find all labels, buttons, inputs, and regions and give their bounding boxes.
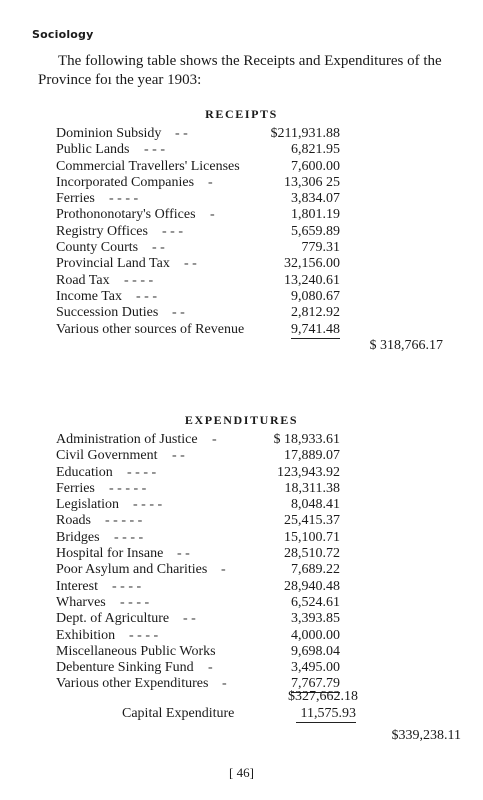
expenditures-row-amount: 123,943.92 <box>277 464 340 480</box>
intro-paragraph: The following table shows the Receipts and Expenditures of the Province foı the year 1903: <box>38 53 442 88</box>
receipts-row-label: Public Lands <box>56 142 130 158</box>
receipts-row-amount: 13,306 25 <box>284 174 340 190</box>
expenditures-row-amount: 3,495.00 <box>291 660 340 676</box>
expenditures-row-leader: - - <box>177 546 190 562</box>
receipts-row-label: Succession Duties <box>56 305 159 321</box>
expenditures-row-leader: - <box>222 676 227 692</box>
expenditures-row-label: Legislation <box>56 497 119 513</box>
expenditures-row <box>56 611 396 627</box>
expenditures-row-label: Wharves <box>56 594 106 610</box>
receipts-total: $ 318,766.17 <box>369 338 443 353</box>
receipts-table <box>56 126 396 338</box>
receipts-row <box>56 273 396 289</box>
expenditures-row-leader: - - - - <box>112 578 142 594</box>
receipts-row <box>56 240 396 256</box>
expenditures-row-leader: - - - - <box>127 464 157 480</box>
expenditures-row-leader: - - <box>172 448 185 464</box>
expenditures-row-leader: - <box>208 660 213 676</box>
receipts-row <box>56 142 396 158</box>
expenditures-row-amount: 25,415.37 <box>284 513 340 529</box>
receipts-row-label: Registry Offices <box>56 223 148 239</box>
expenditures-row-label: Exhibition <box>56 627 116 643</box>
expenditures-row <box>56 579 396 595</box>
expenditures-row <box>56 481 396 497</box>
receipts-row-label: Income Tax <box>56 288 123 304</box>
expenditures-row-leader: - - - - <box>133 497 163 513</box>
receipts-row-label: Dominion Subsidy <box>56 126 162 141</box>
expenditures-row-amount: 3,393.85 <box>291 611 340 627</box>
expenditures-row-label: Roads <box>56 513 91 529</box>
expenditures-row-label: Various other Expenditures <box>56 676 209 692</box>
expenditures-row-leader: - - - - <box>129 627 159 643</box>
expenditures-row-amount: 9,698.04 <box>291 643 340 659</box>
receipts-row-label: Incorporated Companies <box>56 174 195 190</box>
receipts-row-amount: 779.31 <box>301 240 340 256</box>
receipts-row-amount: 32,156.00 <box>284 256 340 272</box>
receipts-row-leader: - - - <box>144 142 165 158</box>
receipts-row-leader: - - - <box>136 288 157 304</box>
receipts-row-leader: - - <box>172 305 185 321</box>
expenditures-row-leader: - <box>212 432 217 447</box>
expenditures-total: $339,238.11 <box>391 728 461 743</box>
expenditures-row-amount: 6,524.61 <box>291 594 340 610</box>
expenditures-row-label: Poor Asylum and Charities <box>56 562 208 578</box>
expenditures-row-label: Bridges <box>56 529 100 545</box>
expenditures-row <box>56 562 396 578</box>
receipts-row-label: Provincial Land Tax <box>56 256 170 272</box>
expenditures-row-amount: 17,889.07 <box>284 448 340 464</box>
receipts-row <box>56 289 396 305</box>
expenditures-title: EXPENDITURES <box>184 413 299 427</box>
receipts-row-amount: 9,741.48 <box>291 321 340 337</box>
expenditures-table <box>56 432 396 693</box>
receipts-row-amount: 7,600.00 <box>291 158 340 174</box>
expenditures-row-label: Miscellaneous Public Works <box>56 643 216 659</box>
receipts-row <box>56 322 396 338</box>
receipts-row-amount: $211,931.88 <box>270 126 340 141</box>
receipts-row-amount: 6,821.95 <box>291 142 340 158</box>
expenditures-row-label: Administration of Justice <box>56 432 198 447</box>
expenditures-row-amount: 15,100.71 <box>284 529 340 545</box>
expenditures-row-amount: 8,048.41 <box>291 497 340 513</box>
receipts-row <box>56 224 396 240</box>
expenditures-row-label: Ferries <box>56 480 95 496</box>
expenditures-row <box>56 448 396 464</box>
expenditures-row <box>56 465 396 481</box>
receipts-row-leader: - - - <box>162 223 183 239</box>
receipts-row-amount: 5,659.89 <box>291 223 340 239</box>
receipts-row-label: Road Tax <box>56 272 110 288</box>
expenditures-row-amount: $ 18,933.61 <box>273 432 340 447</box>
expenditures-row-leader: - - - - - <box>109 480 147 496</box>
expenditures-subtotal: $327,662.18 <box>288 689 358 704</box>
running-head: Sociology <box>32 28 94 41</box>
receipts-title: RECEIPTS <box>205 107 278 121</box>
expenditures-row-amount: 18,311.38 <box>284 480 340 496</box>
page-number: [ 46] <box>229 765 254 780</box>
receipts-row-label: Various other sources of Revenue <box>56 321 245 337</box>
receipts-row-amount: 9,080.67 <box>291 288 340 304</box>
receipts-row-label: Prothononotary's Offices <box>56 207 196 223</box>
receipts-row <box>56 207 396 223</box>
expenditures-row-amount: 7,689.22 <box>291 562 340 578</box>
expenditures-row-leader: - - - - <box>120 594 150 610</box>
receipts-row <box>56 191 396 207</box>
expenditures-row-amount: 7,767.79 <box>291 676 340 692</box>
expenditures-row-leader: - - - - - <box>105 513 143 529</box>
receipts-row-leader: - <box>208 174 213 190</box>
expenditures-row <box>56 660 396 676</box>
expenditures-row <box>56 513 396 529</box>
receipts-row-label: County Courts <box>56 240 139 256</box>
receipts-row-leader: - - <box>184 256 197 272</box>
expenditures-row-label: Hospital for Insane <box>56 546 164 562</box>
expenditures-row-leader: - - <box>183 611 196 627</box>
receipts-row-leader: - <box>210 207 215 223</box>
receipts-row-leader: - - <box>152 240 165 256</box>
receipts-row-leader: - - - - <box>124 272 154 288</box>
expenditures-row-label: Interest <box>56 578 98 594</box>
receipts-row <box>56 256 396 272</box>
receipts-row <box>56 175 396 191</box>
receipts-row-label: Commercial Travellers' Licenses <box>56 158 240 174</box>
capital-expenditure-label: Capital Expenditure <box>122 706 235 721</box>
expenditures-row <box>56 595 396 611</box>
expenditures-row-amount: 28,940.48 <box>284 578 340 594</box>
receipts-row-leader: - - <box>175 126 188 141</box>
expenditures-row <box>56 644 396 660</box>
capital-expenditure-amount: 11,575.93 <box>296 706 356 723</box>
expenditures-row <box>56 628 396 644</box>
expenditures-row-amount: 4,000.00 <box>291 627 340 643</box>
expenditures-row-label: Education <box>56 464 113 480</box>
receipts-row <box>56 126 396 142</box>
receipts-row-amount: 13,240.61 <box>284 272 340 288</box>
receipts-row-label: Ferries <box>56 191 95 207</box>
expenditures-row <box>56 497 396 513</box>
receipts-row-leader: - - - - <box>109 191 139 207</box>
expenditures-row-amount: 28,510.72 <box>284 546 340 562</box>
expenditures-row <box>56 432 396 448</box>
expenditures-row <box>56 546 396 562</box>
expenditures-row-label: Civil Government <box>56 448 158 464</box>
expenditures-row <box>56 530 396 546</box>
receipts-row-amount: 3,834.07 <box>291 191 340 207</box>
receipts-row-amount: 2,812.92 <box>291 305 340 321</box>
expenditures-row-leader: - - - - <box>114 529 144 545</box>
receipts-row <box>56 159 396 175</box>
expenditures-row-label: Debenture Sinking Fund <box>56 660 194 676</box>
expenditures-row-leader: - <box>221 562 226 578</box>
expenditures-row-label: Dept. of Agriculture <box>56 611 170 627</box>
receipts-row <box>56 305 396 321</box>
receipts-row-amount: 1,801.19 <box>291 207 340 223</box>
